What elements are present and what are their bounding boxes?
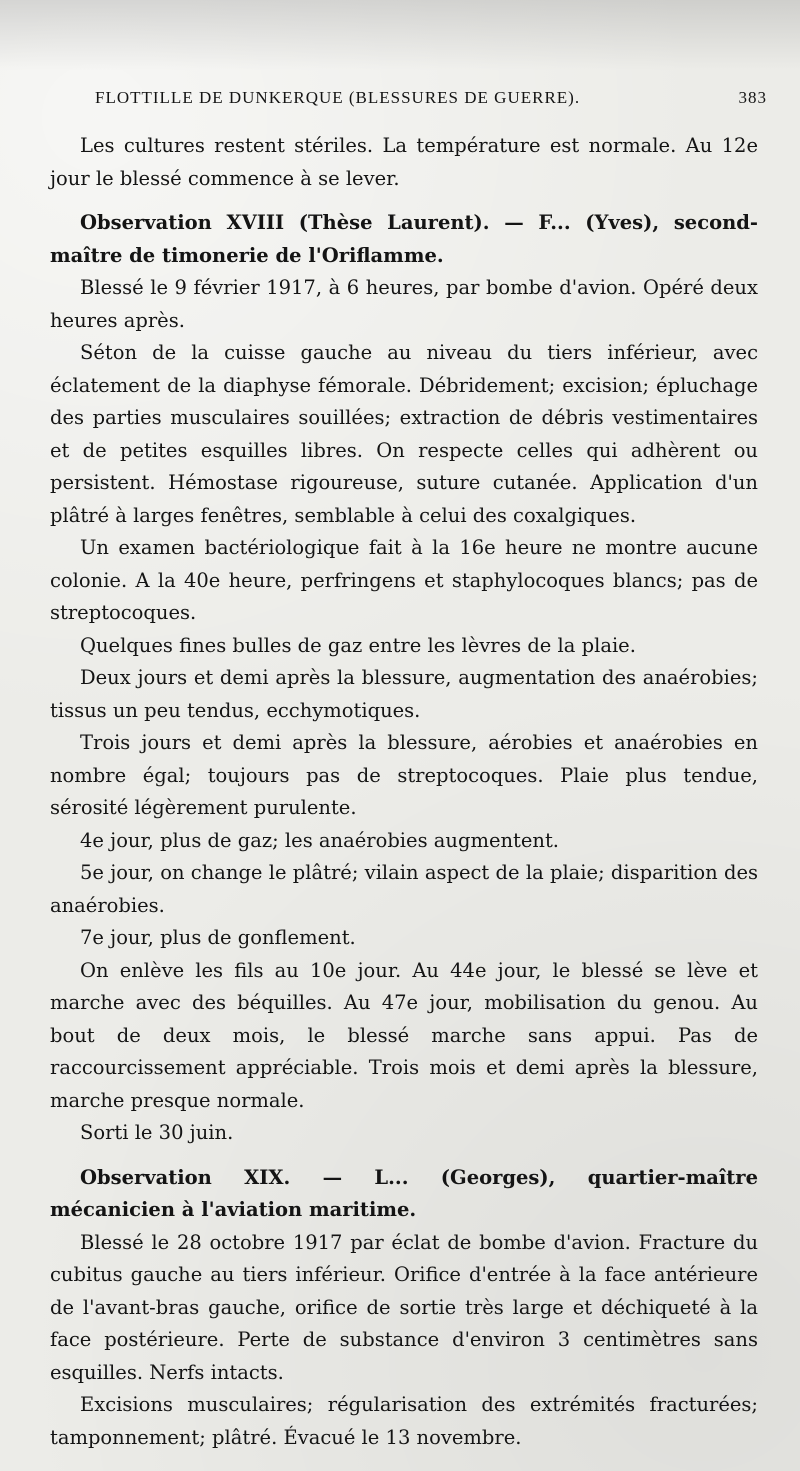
paragraph-obs18-discharge: Sorti le 30 juin.: [80, 1121, 234, 1144]
paragraph-culture-result: Les cultures restent stériles. La température est normale. Au 12e jour le blessé commence à se lever.: [50, 134, 758, 190]
running-head: [95, 88, 767, 108]
running-head-title: FLOTTILLE DE DUNKERQUE (BLESSURES DE GUERRE).: [95, 88, 581, 107]
paragraph-obs18-day-2-5: Deux jours et demi après la blessure, augmentation des anaérobies; tissus un peu tendus, ecchymotiques.: [50, 666, 758, 722]
paragraph-obs18-bacteriology: Un examen bactériologique fait à la 16e heure ne montre aucune colonie. A la 40e heure, perfringens et staphylocoques blancs; pas de streptocoques.: [50, 536, 758, 624]
paragraph-obs18-recovery: On enlève les fils au 10e jour. Au 44e jour, le blessé se lève et marche avec des béquilles. Au 47e jour, mobilisation du genou. Au bout de deux mois, le blessé marche sans appui. Pas de raccourcissement appréciable. Trois mois et demi après la blessure, marche presque normale.: [50, 958, 758, 1112]
paragraph-obs18-day-5: 5e jour, on change le plâtré; vilain aspect de la plaie; disparition des anaérobies.: [50, 861, 758, 917]
body-text: [50, 130, 758, 1454]
paragraph-obs19-treatment: Excisions musculaires; régularisation des extrémités fracturées; tamponnement; plâtré. Évacué le 13 novembre.: [50, 1393, 758, 1449]
paragraph-obs18-day-7: 7e jour, plus de gonflement.: [80, 926, 356, 949]
paragraph-obs19-injury: Blessé le 28 octobre 1917 par éclat de bombe d'avion. Fracture du cubitus gauche au tiers inférieur. Orifice d'entrée à la face antérieure de l'avant-bras gauche, orifice de sortie très large et déchiqueté à la face postérieure. Perte de substance d'environ 3 centimètres sans esquilles. Nerfs intacts.: [50, 1230, 758, 1384]
paragraph-obs18-day-4: 4e jour, plus de gaz; les anaérobies augmentent.: [80, 828, 560, 852]
paragraph-obs18-injury: Blessé le 9 février 1917, à 6 heures, par bombe d'avion. Opéré deux heures après.: [50, 276, 758, 332]
paragraph-observation-19-heading: Observation XIX. — L... (Georges), quartier-maître mécanicien à l'aviation maritime.: [50, 1165, 758, 1221]
paragraph-observation-18-heading: Observation XVIII (Thèse Laurent). — F... (Yves), second-maître de timonerie de l'Oriflamme.: [50, 211, 758, 267]
paragraph-obs18-gas-bubbles: Quelques fines bulles de gaz entre les lèvres de la plaie.: [80, 633, 636, 657]
page-number: 383: [738, 88, 767, 107]
paragraph-obs18-treatment: Séton de la cuisse gauche au niveau du tiers inférieur, avec éclatement de la diaphyse fémorale. Débridement; excision; épluchage des parties musculaires souillées; extraction de débris vestimentaires et de petites esquilles libres. On respecte celles qui adhèrent ou persistent. Hémostase rigoureuse, suture cutanée. Application d'un plâtré à larges fenêtres, semblable à celui des coxalgiques.: [50, 341, 758, 527]
paragraph-obs18-day-3-5: Trois jours et demi après la blessure, aérobies et anaérobies en nombre égal; toujours pas de streptocoques. Plaie plus tendue, sérosité légèrement purulente.: [50, 731, 758, 819]
